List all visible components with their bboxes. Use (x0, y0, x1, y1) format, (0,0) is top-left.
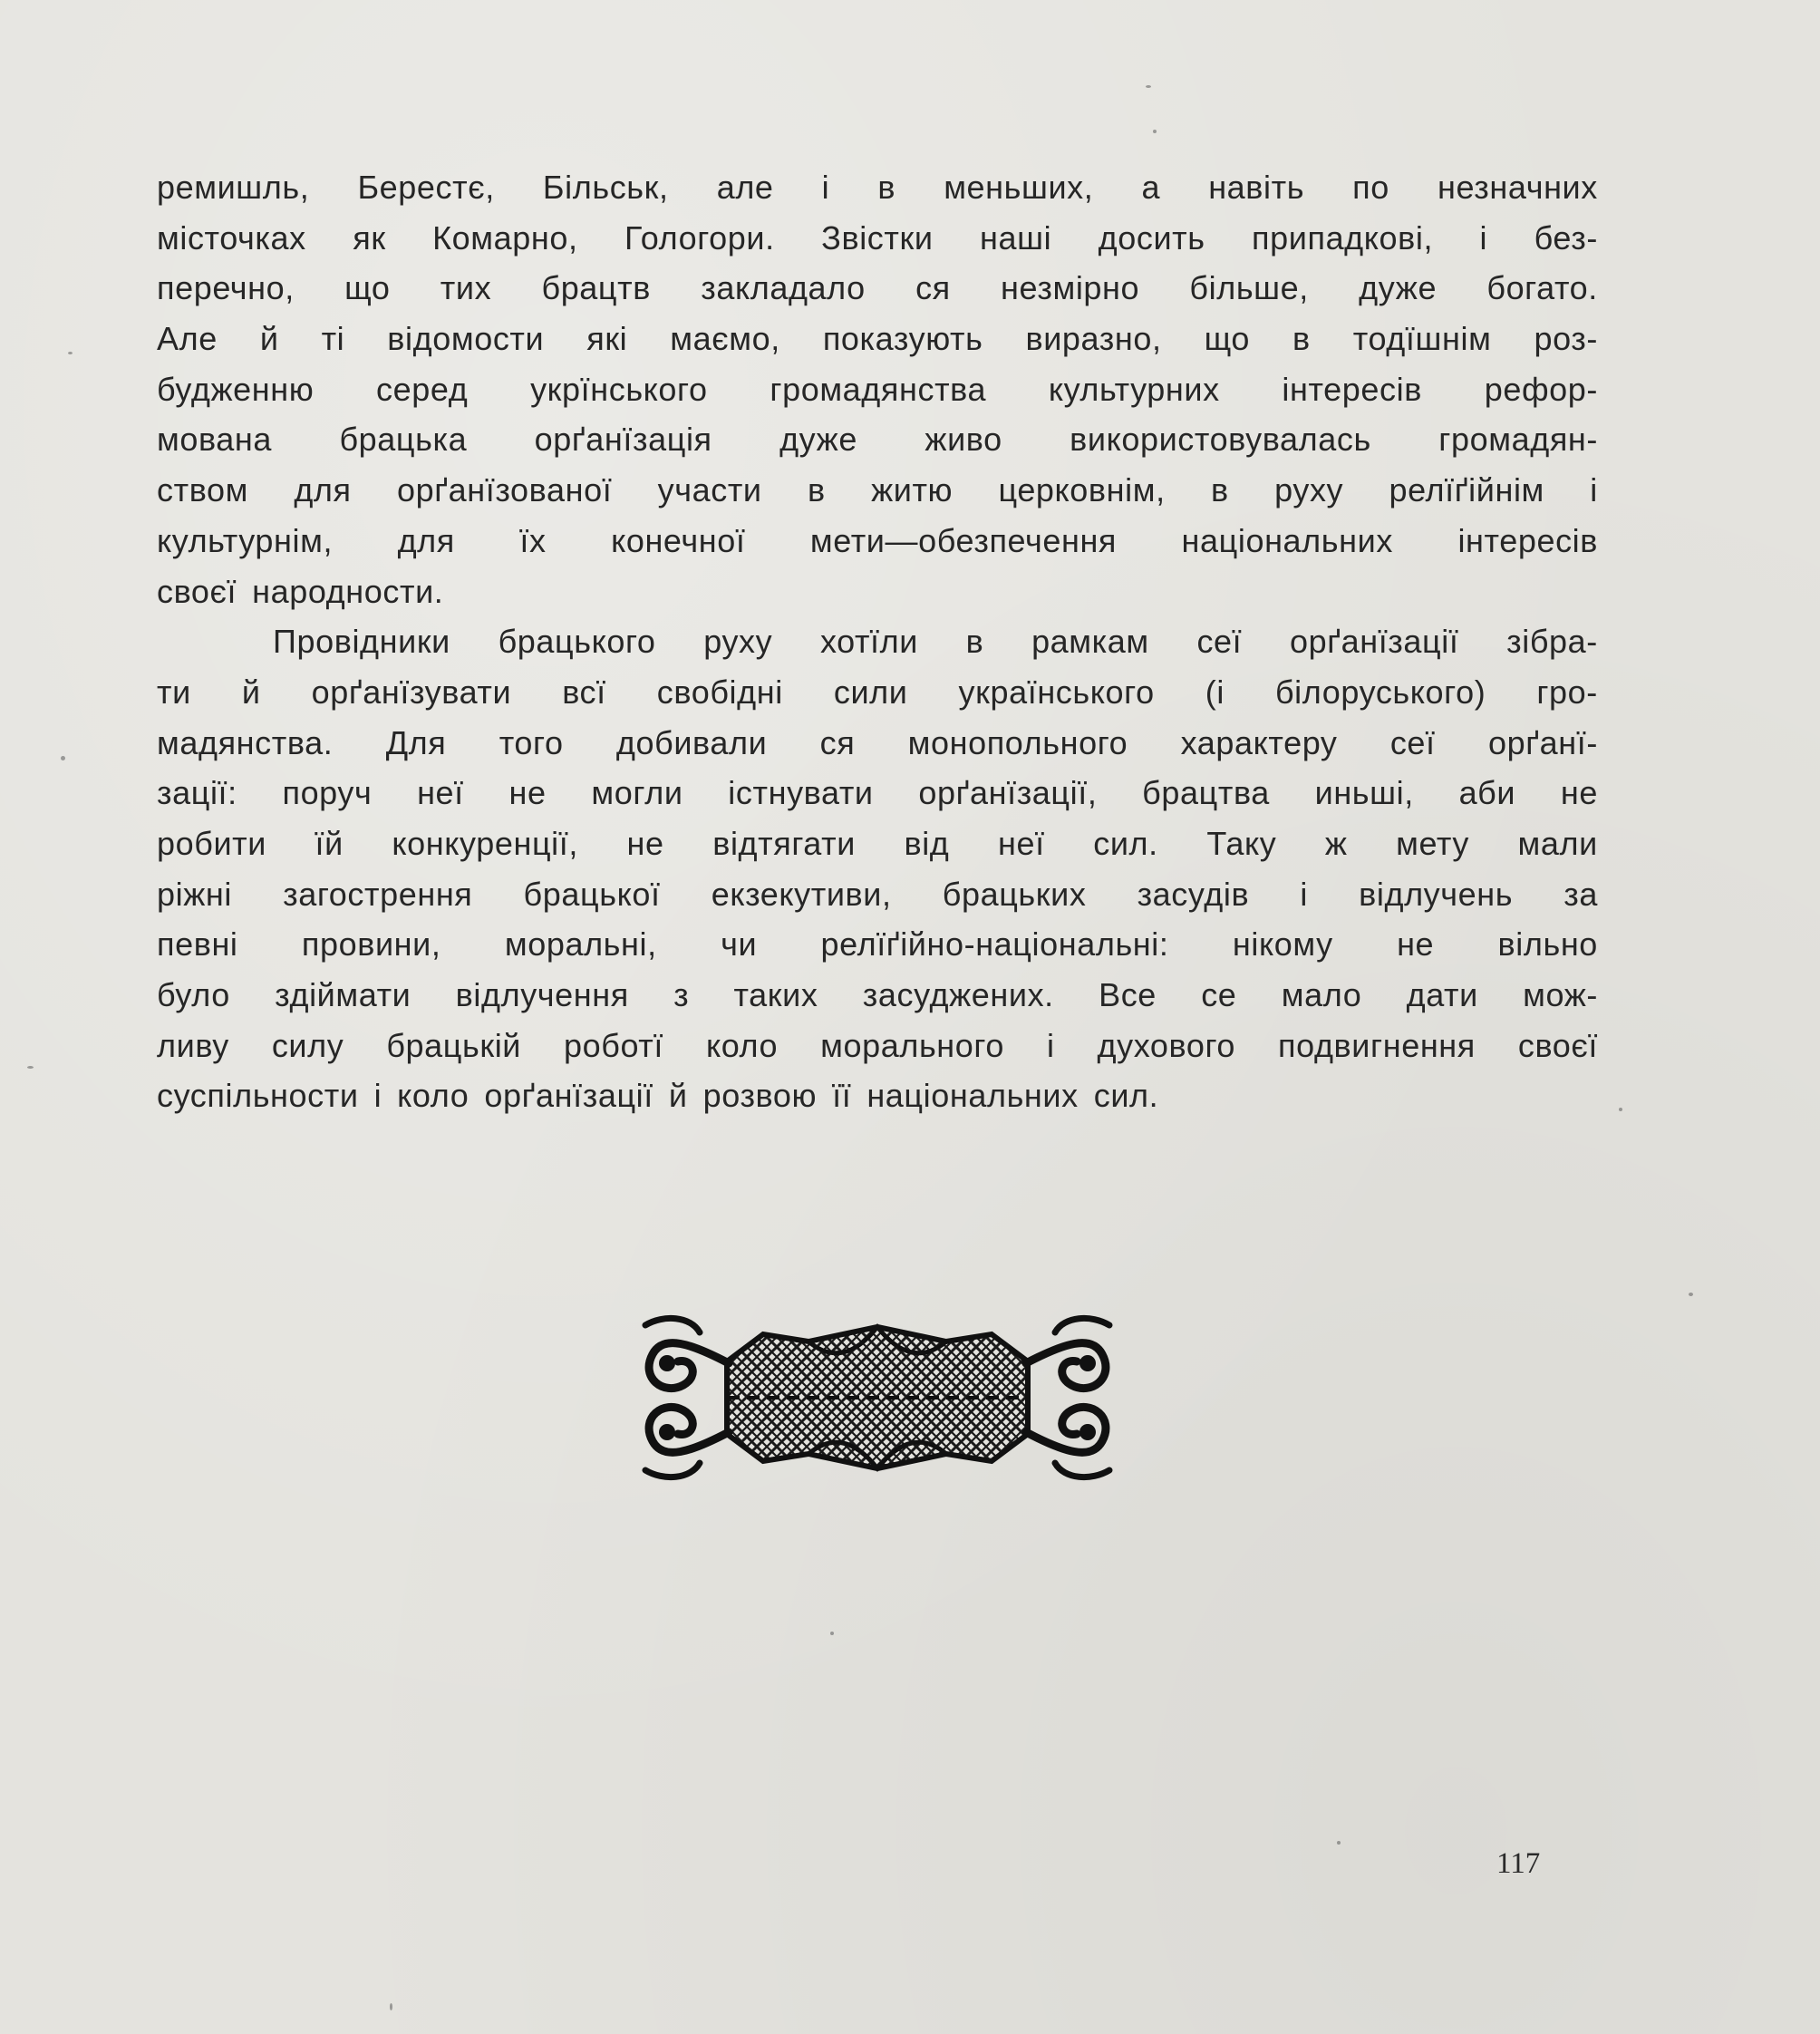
text-line: певні провини, моральні, чи релїґійно-національні: нікому не вільно (157, 925, 1598, 964)
text-line: ріжні загострення брацької екзекутиви, брацьких засудів і відлучень за (157, 875, 1598, 913)
dust-speck (1153, 130, 1157, 133)
interlace-ornament-icon (627, 1307, 1128, 1488)
dust-speck (390, 2003, 392, 2010)
text-line: зації: поруч неї не могли істнувати орґанїзації, брацтва иньші, аби не (157, 774, 1598, 812)
text-line: своєї народности. (157, 572, 444, 610)
body-text (157, 169, 1598, 1128)
text-line: перечно, що тих брацтв закладало ся незмірно більше, дуже богато. (157, 269, 1598, 307)
text-line: було здіймати відлучення з таких засуджених. Все се мало дати мож- (157, 976, 1598, 1013)
dust-speck (68, 352, 73, 354)
text-line: культурнім, для їх конечної мети—обезпечення національних інтересів (157, 521, 1598, 559)
dust-speck (27, 1066, 34, 1069)
dust-speck (1689, 1293, 1693, 1296)
text-line: ремишль, Берестє, Більськ, але і в меньших, а навіть по незначних (157, 169, 1598, 206)
text-line: Але й ті відомости які маємо, показують виразно, що в тодїшнім роз- (157, 320, 1598, 358)
dust-speck (1337, 1841, 1341, 1845)
text-line: мадянства. Для того добивали ся монопольного характеру сеї орґанї- (157, 723, 1598, 761)
text-line: місточках як Комарно, Гологори. Звістки наші досить припадкові, і без- (157, 218, 1598, 257)
text-line: робити їй конкуренції, не відтягати від неї сил. Таку ж мету мали (157, 824, 1598, 862)
text-line: ством для орґанїзованої участи в житю церковнім, в руху релїґійнім і (157, 471, 1598, 509)
text-line: суспільности і коло орґанїзації й розвою її національних сил. (157, 1077, 1159, 1115)
text-line: ливу силу брацькій роботї коло морального і духового подвигнення своєї (157, 1026, 1598, 1064)
text-line: мована брацька орґанїзація дуже живо використовувалась громадян- (157, 421, 1598, 459)
dust-speck (830, 1632, 834, 1635)
dust-speck (1619, 1108, 1622, 1111)
text-line: Провідники брацького руху хотїли в рамкам сеї орґанїзації зібра- (273, 623, 1598, 661)
dust-speck (1146, 85, 1151, 88)
page-number: 117 (1496, 1847, 1541, 1880)
dust-speck (61, 756, 65, 760)
text-line: будженню серед укрїнського громадянства культурних інтересів рефор- (157, 370, 1598, 408)
text-line: ти й орґанїзувати всї свобідні сили українського (і білоруського) гро- (157, 673, 1598, 711)
